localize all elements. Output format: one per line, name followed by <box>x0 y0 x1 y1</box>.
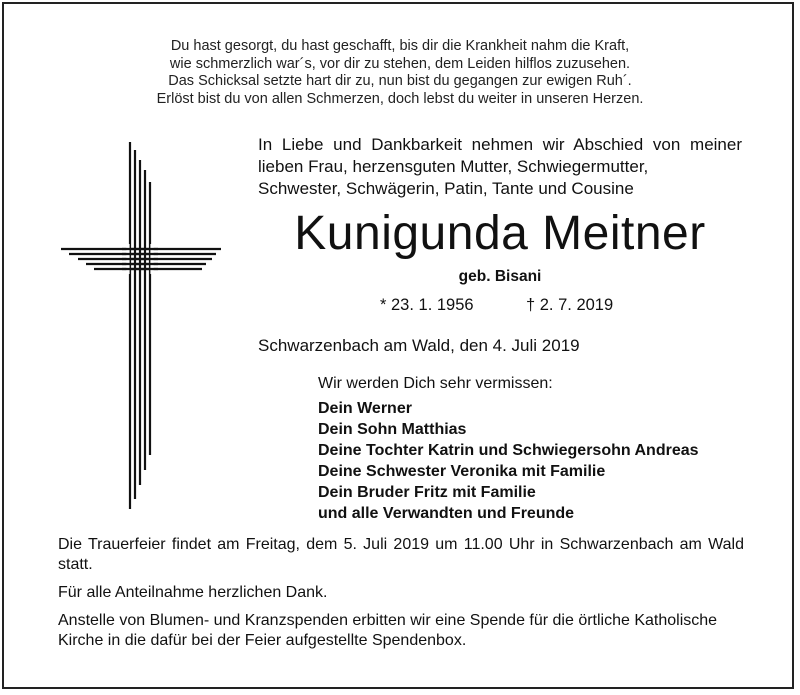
thanks-note: Für alle Anteilnahme herzlichen Dank. <box>58 584 328 601</box>
poem-line: Erlöst bist du von allen Schmerzen, doch lebst du weiter in unseren Herzen. <box>156 90 644 107</box>
poem-line: Das Schicksal setzte hart dir zu, nun bist du gegangen zur ewigen Ruh´. <box>168 73 632 89</box>
mourner-name: Dein Bruder Fritz mit Familie <box>318 484 536 501</box>
mourner-name: Deine Tochter Katrin und Schwiegersohn Andreas <box>318 442 699 459</box>
maiden-name: geb. Bisani <box>458 268 542 285</box>
intro-line: Schwester, Schwägerin, Patin, Tante und Cousine <box>258 179 634 198</box>
intro-line: In Liebe und Dankbarkeit nehmen wir Abschied von meiner lieben Frau, herzensguten Mutter, Schwiegermutter, <box>258 135 742 176</box>
poem-line: wie schmerzlich war´s, vor dir zu stehen, dem Leiden hilflos zuzusehen. <box>169 55 631 72</box>
mourner-name: und alle Verwandten und Freunde <box>318 505 575 522</box>
mourner-name: Deine Schwester Veronika mit Familie <box>318 463 606 480</box>
mourners-list <box>318 373 699 524</box>
mourner-name: Dein Werner <box>318 400 412 417</box>
footer-notes <box>58 535 744 659</box>
cross-icon <box>56 142 226 510</box>
poem-line: Du hast gesorgt, du hast geschafft, bis dir die Krankheit nahm die Kraft, <box>170 38 630 54</box>
mourner-name: Dein Sohn Matthias <box>318 421 467 438</box>
place-and-date: Schwarzenbach am Wald, den 4. Juli 2019 <box>258 336 580 355</box>
birth-date: * 23. 1. 1956 <box>380 296 474 314</box>
death-date: † 2. 7. 2019 <box>526 296 614 314</box>
deceased-name: Kunigunda Meitner <box>294 207 706 260</box>
donation-note: Anstelle von Blumen- und Kranzspenden erbitten wir eine Spende für die örtliche Katholische Kirche in die dafür bei der Feier aufgestellte Spendenbox. <box>58 612 718 649</box>
funeral-service-info: Die Trauerfeier findet am Freitag, dem 5. Juli 2019 um 11.00 Uhr in Schwarzenbach am Wald statt. <box>58 536 744 573</box>
intro-text <box>258 134 742 200</box>
memorial-poem <box>0 38 800 108</box>
mourners-lead: Wir werden Dich sehr vermissen: <box>318 375 553 392</box>
